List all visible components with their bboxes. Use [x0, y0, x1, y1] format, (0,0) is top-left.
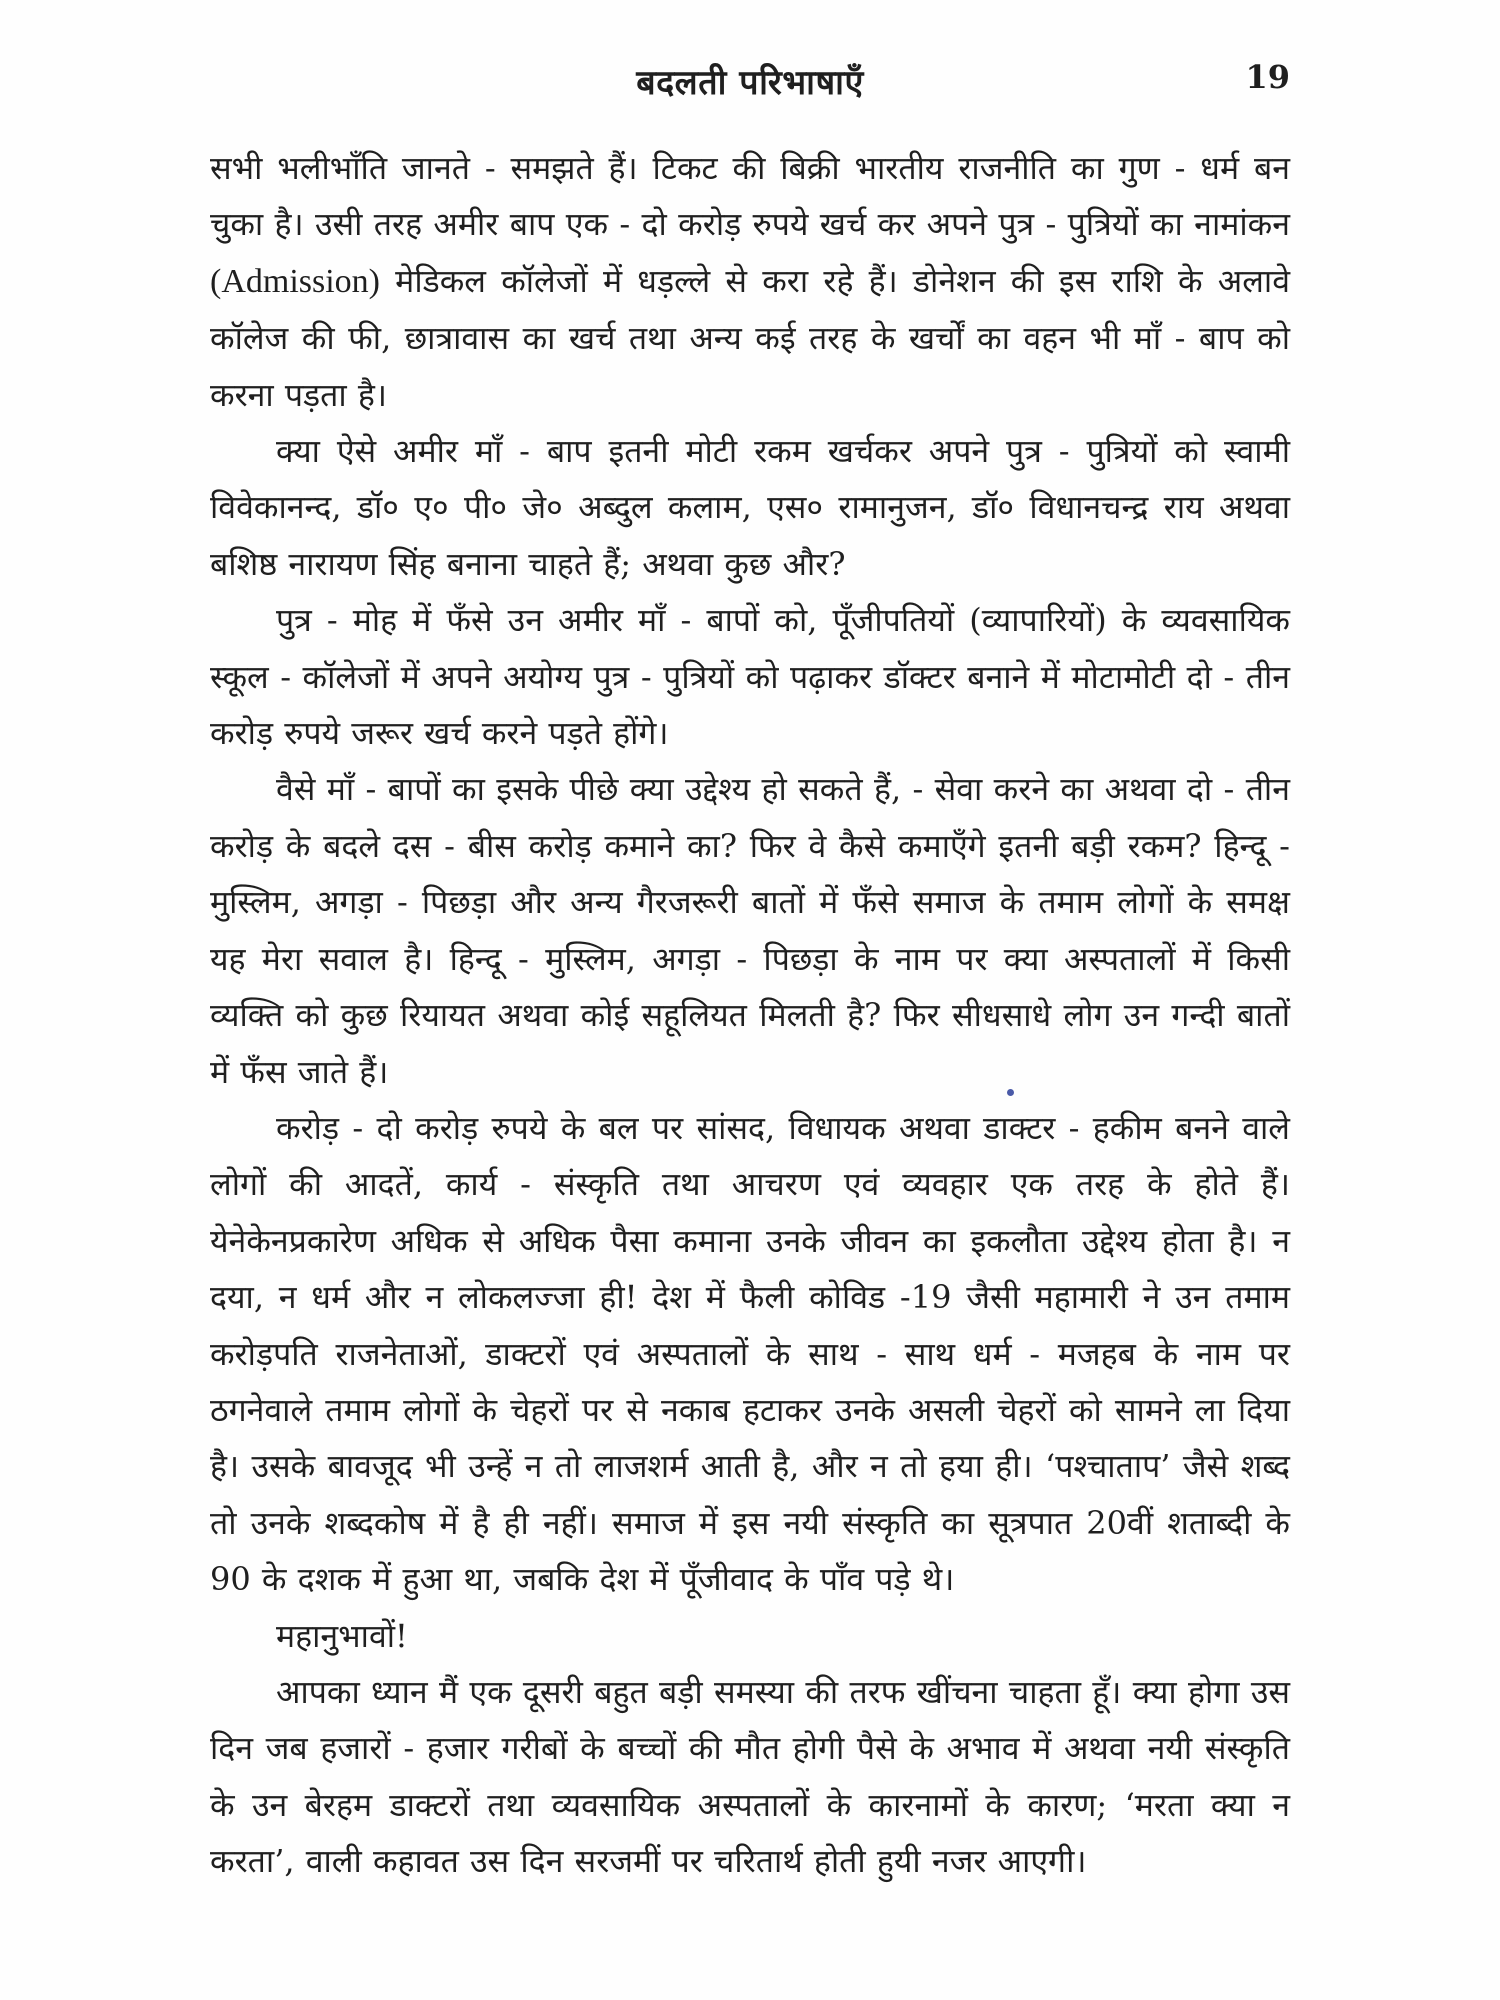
paragraph-6: आपका ध्यान मैं एक दूसरी बहुत बड़ी समस्या की तरफ खींचना चाहता हूँ। क्या होगा उस दिन जब हजारों - हजार गरीबों के बच्चों की मौत होगी पैसे के अभाव में अथवा नयी संस्कृति के उन बेरहम डाक्टरों तथा व्यवसायिक अस्पतालों के कारनामों के कारण; ‘मरता क्या न करता’, वाली कहावत उस दिन सरजमीं पर चरितार्थ होती हुयी नजर आएगी। — [210, 1672, 1290, 1881]
paragraph-2: क्या ऐसे अमीर माँ - बाप इतनी मोटी रकम खर्चकर अपने पुत्र - पुत्रियों को स्वामी विवेकानन्द, डॉ० ए० पी० जे० अब्दुल कलाम, एस० रामानुजन, डॉ० विधानचन्द्र राय अथवा बशिष्ठ नारायण सिंह बनाना चाहते हैं; अथवा कुछ और? — [210, 432, 1290, 583]
page-number: 19 — [1245, 58, 1290, 96]
chapter-title: बदलती परिभाषाएँ — [636, 63, 864, 103]
paragraph-1-text-before: सभी भलीभाँति जानते - समझते हैं। टिकट की बिक्री भारतीय राजनीति का गुण - धर्म बन चुका है। उसी तरह अमीर बाप एक - दो करोड़ रुपये खर्च कर अपने पुत्र - पुत्रियों का नामांकन — [210, 149, 1290, 244]
paragraph-1-text-after: मेडिकल कॉलेजों में धड़ल्ले से करा रहे हैं। डोनेशन की इस राशि के अलावे कॉलेज की फी, छात्रावास का खर्च तथा अन्य कई तरह के खर्चों का वहन भी माँ - बाप को करना पड़ता है। — [210, 261, 1290, 414]
paragraph-4: वैसे माँ - बापों का इसके पीछे क्या उद्देश्य हो सकते हैं, - सेवा करने का अथवा दो - तीन करोड़ के बदले दस - बीस करोड़ कमाने का? फिर वे कैसे कमाएँगे इतनी बड़ी रकम? हिन्दू - मुस्लिम, अगड़ा - पिछड़ा और अन्य गैरजरूरी बातों में फँसे समाज के तमाम लोगों के समक्ष यह मेरा सवाल है। हिन्दू - मुस्लिम, अगड़ा - पिछड़ा के नाम पर क्या अस्पतालों में किसी व्यक्ति को कुछ रियायत अथवा कोई सहूलियत मिलती है? फिर सीधसाधे लोग उन गन्दी बातों में फँस जाते हैं। — [210, 770, 1290, 1091]
salutation: महानुभावों! — [276, 1616, 408, 1655]
paragraph-3: पुत्र - मोह में फँसे उन अमीर माँ - बापों को, पूँजीपतियों (व्यापारियों) के व्यवसायिक स्कूल - कॉलेजों में अपने अयोग्य पुत्र - पुत्रियों को पढ़ाकर डॉक्टर बनाने में मोटामोटी दो - तीन करोड़ रुपये जरूर खर्च करने पड़ते होंगे। — [210, 601, 1290, 753]
paragraph-1-english-term: (Admission) — [210, 262, 380, 300]
paragraph-1 — [210, 140, 1290, 423]
body-text — [210, 140, 1290, 1890]
running-header — [210, 58, 1290, 108]
paragraph-5: करोड़ - दो करोड़ रुपये के बल पर सांसद, विधायक अथवा डाक्टर - हकीम बनने वाले लोगों की आदतें, कार्य - संस्कृति तथा आचरण एवं व्यवहार एक तरह के होते हैं। येनेकेनप्रकारेण अधिक से अधिक पैसा कमाना उनके जीवन का इकलौता उद्देश्य होता है। न दया, न धर्म और न लोकलज्जा ही! देश में फैली कोविड -19 जैसी महामारी ने उन तमाम करोड़पति राजनेताओं, डाक्टरों एवं अस्पतालों के साथ - साथ धर्म - मजहब के नाम पर ठगनेवाले तमाम लोगों के चेहरों पर से नकाब हटाकर उनके असली चेहरों को सामने ला दिया है। उसके बावजूद भी उन्हें न तो लाजशर्म आती है, और न तो हया ही। ‘पश्चाताप’ जैसे शब्द तो उनके शब्दकोष में है ही नहीं। समाज में इस नयी संस्कृति का सूत्रपात 20वीं शताब्दी के 90 के दशक में हुआ था, जबकि देश में पूँजीवाद के पाँव पड़े थे। — [210, 1108, 1290, 1599]
ink-dot — [1007, 1089, 1014, 1096]
